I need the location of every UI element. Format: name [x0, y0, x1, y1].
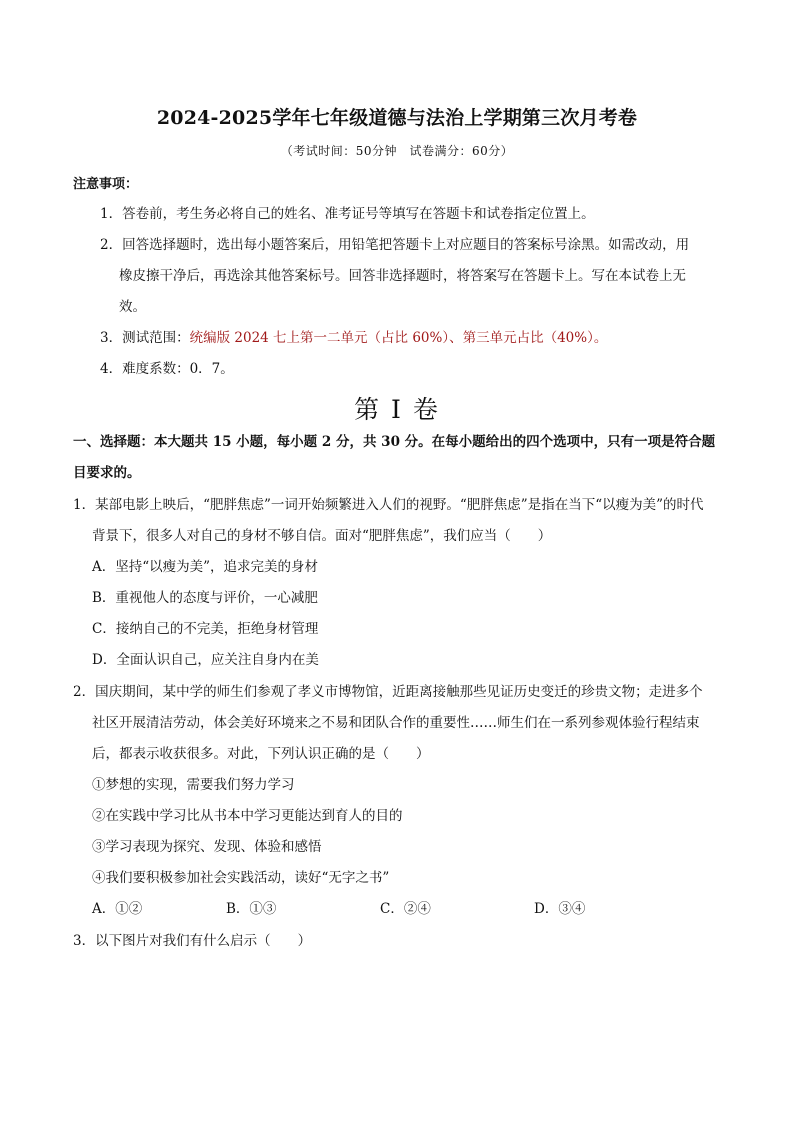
page-title: 2024-2025学年七年级道德与法治上学期第三次月考卷 — [156, 107, 638, 129]
question-2-statement-2: ②在实践中学习比从书本中学习更能达到育人的目的 — [92, 808, 403, 824]
question-2-statement-3: ③学习表现为探究、发现、体验和感悟 — [92, 839, 322, 855]
question-1-option-c: C．接纳自己的不完美，拒绝身材管理 — [92, 621, 319, 637]
notice-heading: 注意事项： — [73, 177, 139, 192]
question-2-option-c: C．②④ — [380, 901, 431, 917]
notice-item-1: 1．答卷前，考生务必将自己的姓名、准考证号等填写在答题卡和试卷指定位置上。 — [100, 206, 595, 222]
question-2-statement-4: ④我们要积极参加社会实践活动，读好“无字之书” — [92, 870, 390, 886]
question-2-statement-1: ①梦想的实现，需要我们努力学习 — [92, 777, 295, 793]
question-2-line-2: 社区开展清洁劳动，体会美好环境来之不易和团队合作的重要性……师生们在一系列参观体验行程结束 — [92, 715, 700, 731]
question-1-line-1: 1．某部电影上映后，“肥胖焦虑”一词开始频繁进入人们的视野。“肥胖焦虑”是指在当下“以瘦为美”的时代 — [73, 497, 704, 513]
notice-item-2-line-3: 效。 — [119, 299, 146, 315]
question-1-option-a: A．坚持“以瘦为美”，追求完美的身材 — [92, 559, 319, 575]
notice-item-2-line-2: 橡皮擦干净后，再选涂其他答案标号。回答非选择题时，将答案写在答题卡上。写在本试卷上无 — [119, 268, 686, 284]
question-1-option-b: B．重视他人的态度与评价，一心减肥 — [92, 590, 318, 606]
notice-item-3-prefix: 3．测试范围： — [100, 330, 190, 346]
question-2-line-1: 2．国庆期间，某中学的师生们参观了孝义市博物馆，近距离接触那些见证历史变迁的珍贵文物；走进多个 — [73, 684, 703, 700]
section-heading-line-1: 一、选择题：本大题共 15 小题，每小题 2 分，共 30 分。在每小题给出的四个选项中，只有一项是符合题 — [73, 434, 716, 450]
question-2-option-d: D．③④ — [534, 901, 586, 917]
question-2-option-b: B．①③ — [226, 901, 277, 917]
exam-info: （考试时间：50分钟 试卷满分：60分） — [280, 144, 514, 158]
question-3-line-1: 3．以下图片对我们有什么启示（ ） — [73, 933, 312, 949]
question-1-line-2: 背景下，很多人对自己的身材不够自信。面对“肥胖焦虑”，我们应当（ ） — [92, 528, 552, 544]
question-2-line-3: 后，都表示收获很多。对此，下列认识正确的是（ ） — [92, 746, 430, 762]
section-heading-line-2: 目要求的。 — [73, 465, 141, 481]
volume-title: 第 I 卷 — [354, 395, 440, 424]
notice-item-3 — [100, 328, 607, 348]
question-2-option-a: A．①② — [92, 901, 143, 917]
notice-item-4: 4．难度系数：0．7。 — [100, 361, 234, 377]
notice-item-2-line-1: 2．回答选择题时，选出每小题答案后，用铅笔把答题卡上对应题目的答案标号涂黑。如需改动，用 — [100, 237, 690, 253]
question-1-option-d: D．全面认识自己，应关注自身内在美 — [92, 652, 319, 668]
notice-item-3-range: 统编版 2024 七上第一二单元（占比 60%）、第三单元占比（40%）。 — [189, 330, 608, 346]
